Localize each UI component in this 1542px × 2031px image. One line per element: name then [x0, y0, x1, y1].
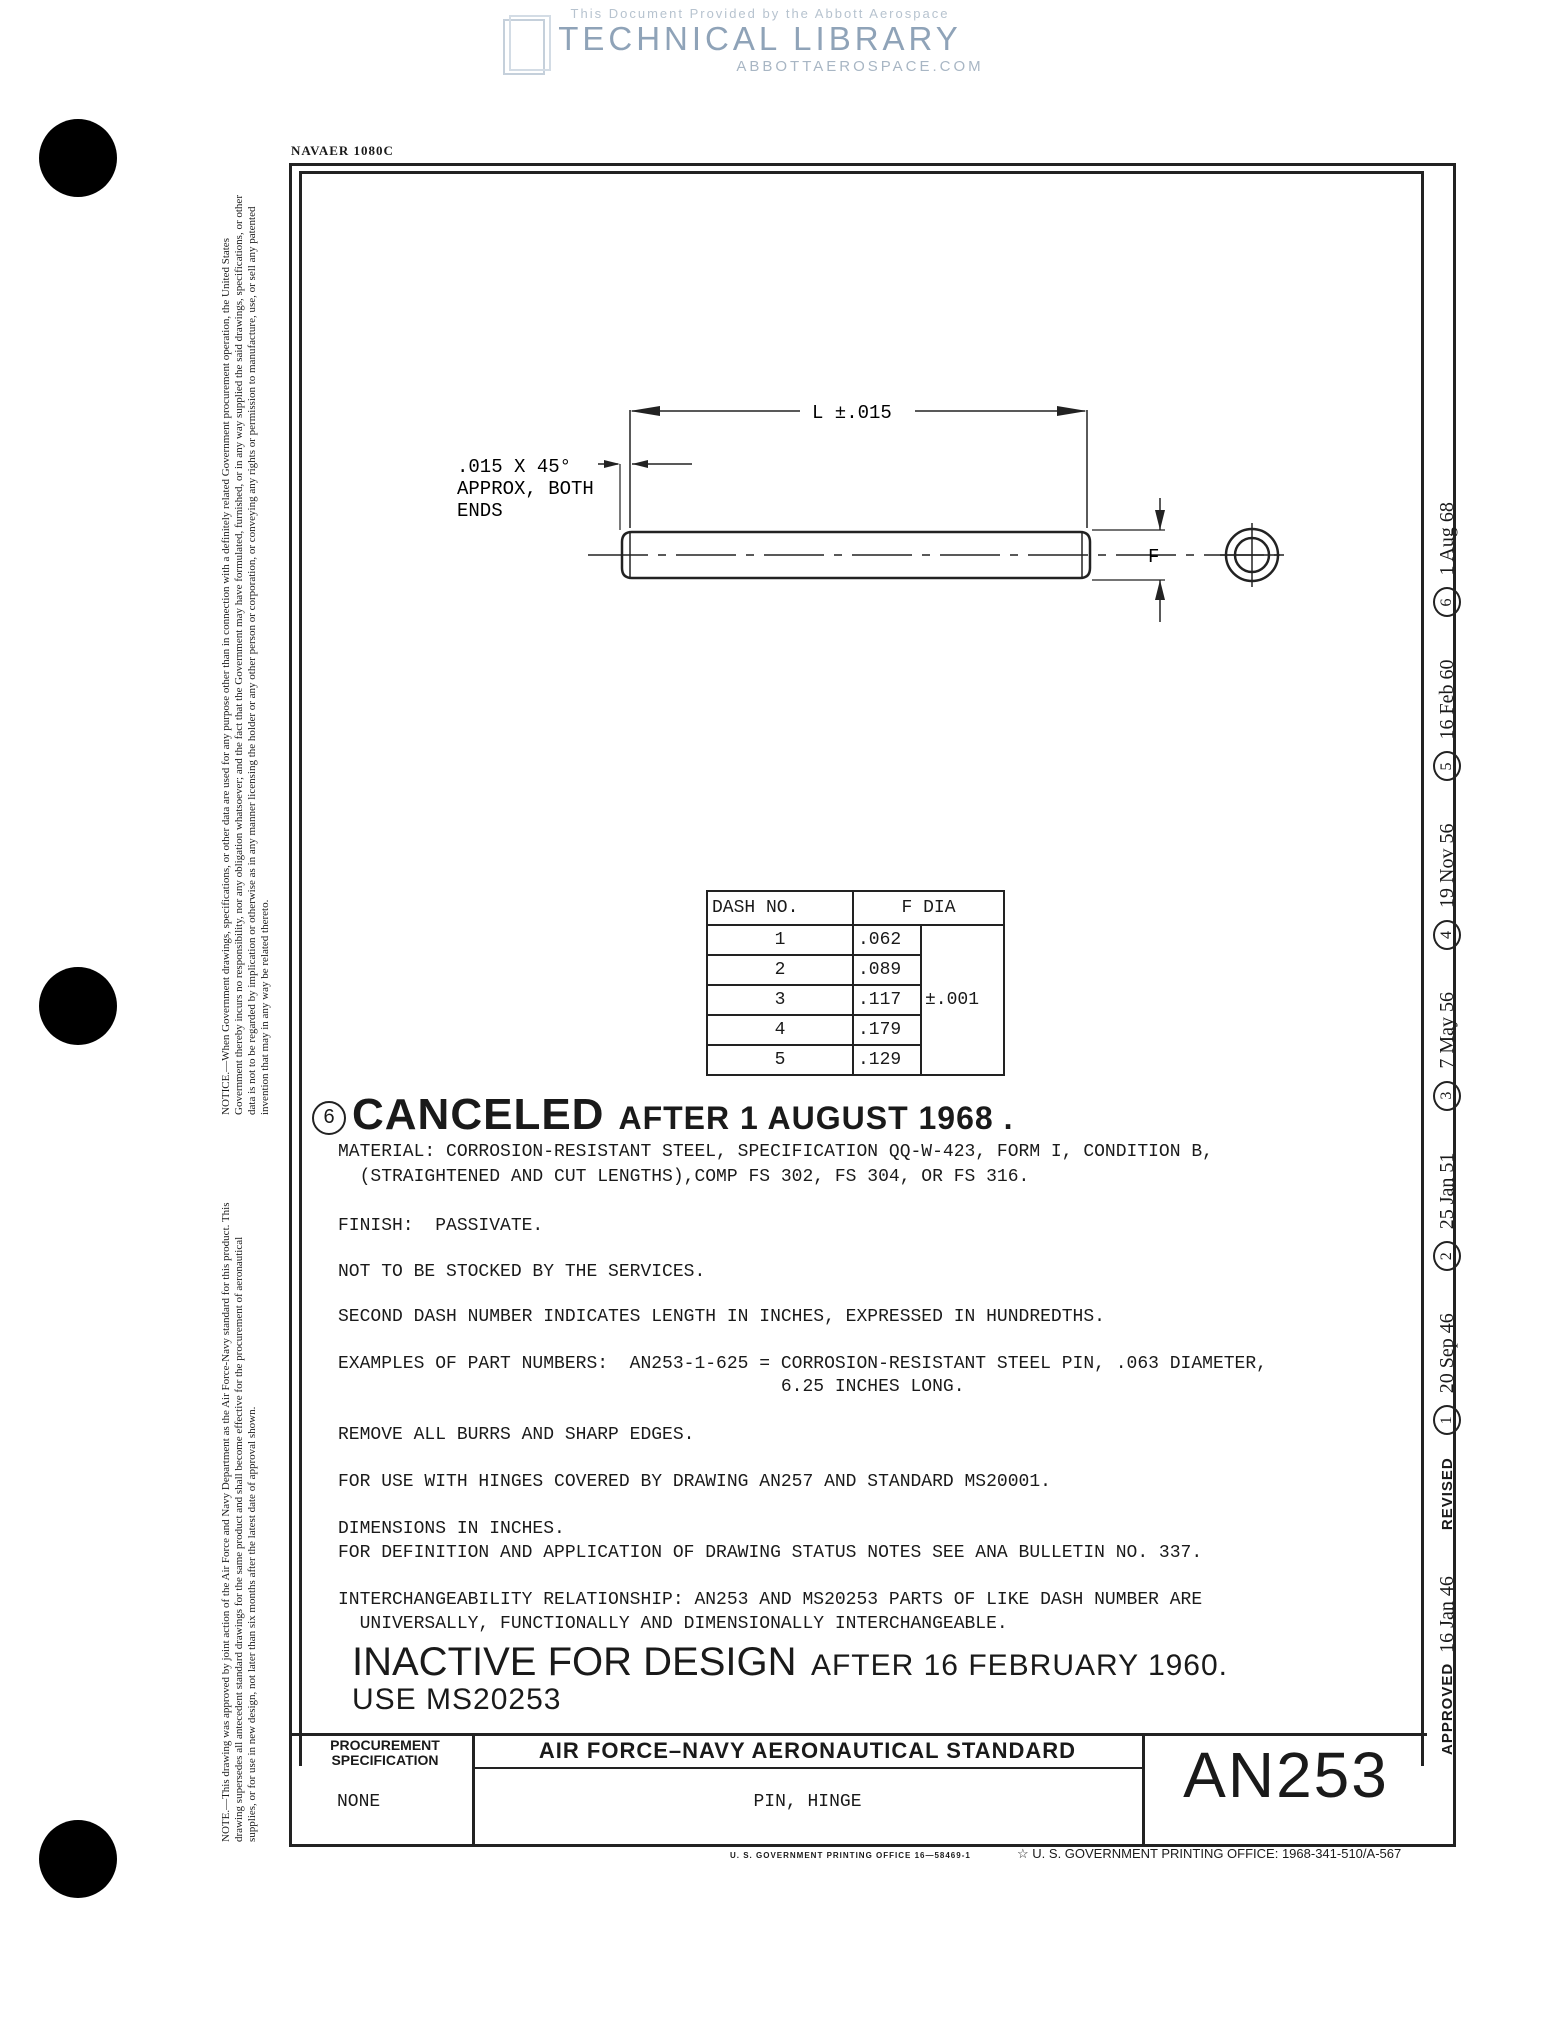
dia-cell: .062 [853, 925, 921, 955]
inactive-stamp [352, 1640, 1228, 1715]
note-examples-line1: EXAMPLES OF PART NUMBERS: AN253-1-625 = CORROSION-RESISTANT STEEL PIN, .063 DIAMETER, [338, 1354, 1267, 1374]
revised-label: REVISED [1438, 1457, 1456, 1531]
note-burrs: REMOVE ALL BURRS AND SHARP EDGES. [338, 1425, 695, 1445]
note-definition: FOR DEFINITION AND APPLICATION OF DRAWING STATUS NOTES SEE ANA BULLETIN NO. 337. [338, 1543, 1203, 1563]
dash-cell: 2 [707, 955, 853, 985]
standard-title: AIR FORCE–NAVY AERONAUTICAL STANDARD [538, 1738, 1077, 1763]
dia-cell: .129 [853, 1045, 921, 1075]
revision-entry [1433, 962, 1461, 1123]
form-id: NAVAER 1080C [291, 143, 394, 158]
canceled-word: CANCELED [352, 1090, 605, 1139]
watermark-title: TECHNICAL LIBRARY [558, 20, 962, 57]
title-block-divider [1142, 1733, 1145, 1847]
revision-entry [1433, 793, 1461, 961]
canceled-date: AFTER 1 AUGUST 1968 . [618, 1100, 1014, 1136]
printer-imprint-small: U. S. GOVERNMENT PRINTING OFFICE 16—58469-1 [730, 1851, 971, 1860]
revision-date: 19 Nov 56 [1435, 823, 1458, 908]
inactive-date: AFTER 16 FEBRUARY 1960. [810, 1649, 1229, 1682]
revision-date: 7 May 56 [1435, 991, 1458, 1069]
diameter-label: F [1148, 546, 1160, 568]
dash-cell: 3 [707, 985, 853, 1015]
watermark-url: ABBOTTAEROSPACE.COM [736, 58, 984, 75]
dash-cell: 5 [707, 1045, 853, 1075]
approved-label: APPROVED [1438, 1662, 1456, 1755]
tolerance-cell: ±.001 [921, 925, 1004, 1075]
note-hinges: FOR USE WITH HINGES COVERED BY DRAWING AN257 AND STANDARD MS20001. [338, 1472, 1051, 1492]
title-block-divider [472, 1767, 1142, 1769]
revision-entry [1433, 1123, 1461, 1284]
note-stocked: NOT TO BE STOCKED BY THE SERVICES. [338, 1262, 706, 1282]
chamfer-label-line1: .015 X 45° [457, 456, 572, 478]
dash-number-table [706, 890, 1005, 1076]
printer-imprint-text: U. S. GOVERNMENT PRINTING OFFICE: 1968-341-510/A-567 [1032, 1846, 1402, 1861]
note-interchange-line1: INTERCHANGEABILITY RELATIONSHIP: AN253 AND MS20253 PARTS OF LIKE DASH NUMBER ARE [338, 1590, 1203, 1610]
note-second-dash: SECOND DASH NUMBER INDICATES LENGTH IN INCHES, EXPRESSED IN HUNDREDTHS. [338, 1307, 1105, 1327]
pin-drawing [457, 380, 1320, 640]
inactive-title: INACTIVE FOR DESIGN [352, 1640, 797, 1684]
printer-imprint [1017, 1846, 1401, 1862]
chamfer-label-line2: APPROX, BOTH [457, 478, 594, 500]
procurement-spec-value: NONE [337, 1792, 381, 1812]
f-dia-header: F DIA [853, 891, 1004, 925]
revision-date: 1 Aug 68 [1435, 502, 1458, 576]
revision-entry [1433, 1283, 1461, 1447]
watermark-provider: This Document Provided by the Abbott Aerospace [570, 6, 950, 21]
revision-strip [1425, 502, 1469, 1755]
revision-date: 16 Feb 60 [1435, 659, 1458, 740]
approved-date: 16 Jan 46 [1435, 1576, 1458, 1653]
part-name: PIN, HINGE [753, 1792, 862, 1812]
note-dimensions: DIMENSIONS IN INCHES. [338, 1519, 565, 1539]
inactive-replacement: USE MS20253 [352, 1683, 562, 1716]
revision-date: 20 Sep 46 [1435, 1313, 1458, 1394]
note-interchange-line2: UNIVERSALLY, FUNCTIONALLY AND DIMENSIONALLY INTERCHANGEABLE. [338, 1614, 1008, 1634]
revision-date: 25 Jan 51 [1435, 1152, 1458, 1230]
end-view-icon [1220, 523, 1284, 587]
notice-text: NOTICE.—When Government drawings, specifications, or other data are used for any purpose other than in connection with a definitely related Government procurement operation, the United States Government thereby incurs no responsibility, nor any obligation whatsoever; and the fact that the Government may have formulated, furnished, or in any way supplied the said drawings, specifications, or other data is not to be regarded by implication or otherwise as in any manner licensing the holder or any other person or corporation, or conveying any rights or permission to manufacture, use, or sell any patented invention that may in any way be related thereto. [220, 195, 271, 1115]
revision-entry [1433, 629, 1461, 793]
revision-number: 3 [1433, 1081, 1461, 1111]
star-icon: ☆ [1017, 1846, 1033, 1861]
binder-hole-top [39, 119, 117, 197]
revision-number: 2 [1433, 1241, 1461, 1271]
dia-cell: .089 [853, 955, 921, 985]
dash-no-header: DASH NO. [707, 891, 853, 925]
dash-cell: 1 [707, 925, 853, 955]
note-material-line1: MATERIAL: CORROSION-RESISTANT STEEL, SPECIFICATION QQ-W-423, FORM I, CONDITION B, [338, 1142, 1213, 1162]
canceled-revision-number: 6 [312, 1101, 346, 1135]
dia-cell: .117 [853, 985, 921, 1015]
revision-number: 6 [1433, 587, 1461, 617]
note-material-line2: (STRAIGHTENED AND CUT LENGTHS),COMP FS 302, FS 304, OR FS 316. [338, 1167, 1030, 1187]
binder-hole-middle [39, 967, 117, 1045]
length-dimension-label: L ±.015 [812, 402, 892, 424]
revision-number: 4 [1433, 920, 1461, 950]
table-row [707, 925, 1004, 955]
revision-number: 5 [1433, 751, 1461, 781]
title-block-divider [289, 1733, 1427, 1736]
chamfer-label-line3: ENDS [457, 500, 503, 522]
binder-hole-bottom [39, 1820, 117, 1898]
revision-number: 1 [1433, 1405, 1461, 1435]
note-finish: FINISH: PASSIVATE. [338, 1216, 544, 1236]
note-examples-line2: 6.25 INCHES LONG. [338, 1377, 965, 1397]
standard-code: AN253 [1183, 1739, 1389, 1811]
procurement-spec-label: PROCUREMENT SPECIFICATION [330, 1737, 440, 1768]
dia-cell: .179 [853, 1015, 921, 1045]
canceled-stamp [312, 1090, 1013, 1141]
revision-entry [1433, 502, 1461, 629]
approval-note: NOTE.—This drawing was approved by joint action of the Air Force and Navy Department as the Air Force-Navy standard for this product. This drawing supersedes all antecedent standard drawings for the same product and shall become effective for the procurement of aeronautical supplies, or for use in new design, not later than six months after the latest date of approval shown. [220, 1202, 258, 1842]
dash-cell: 4 [707, 1015, 853, 1045]
